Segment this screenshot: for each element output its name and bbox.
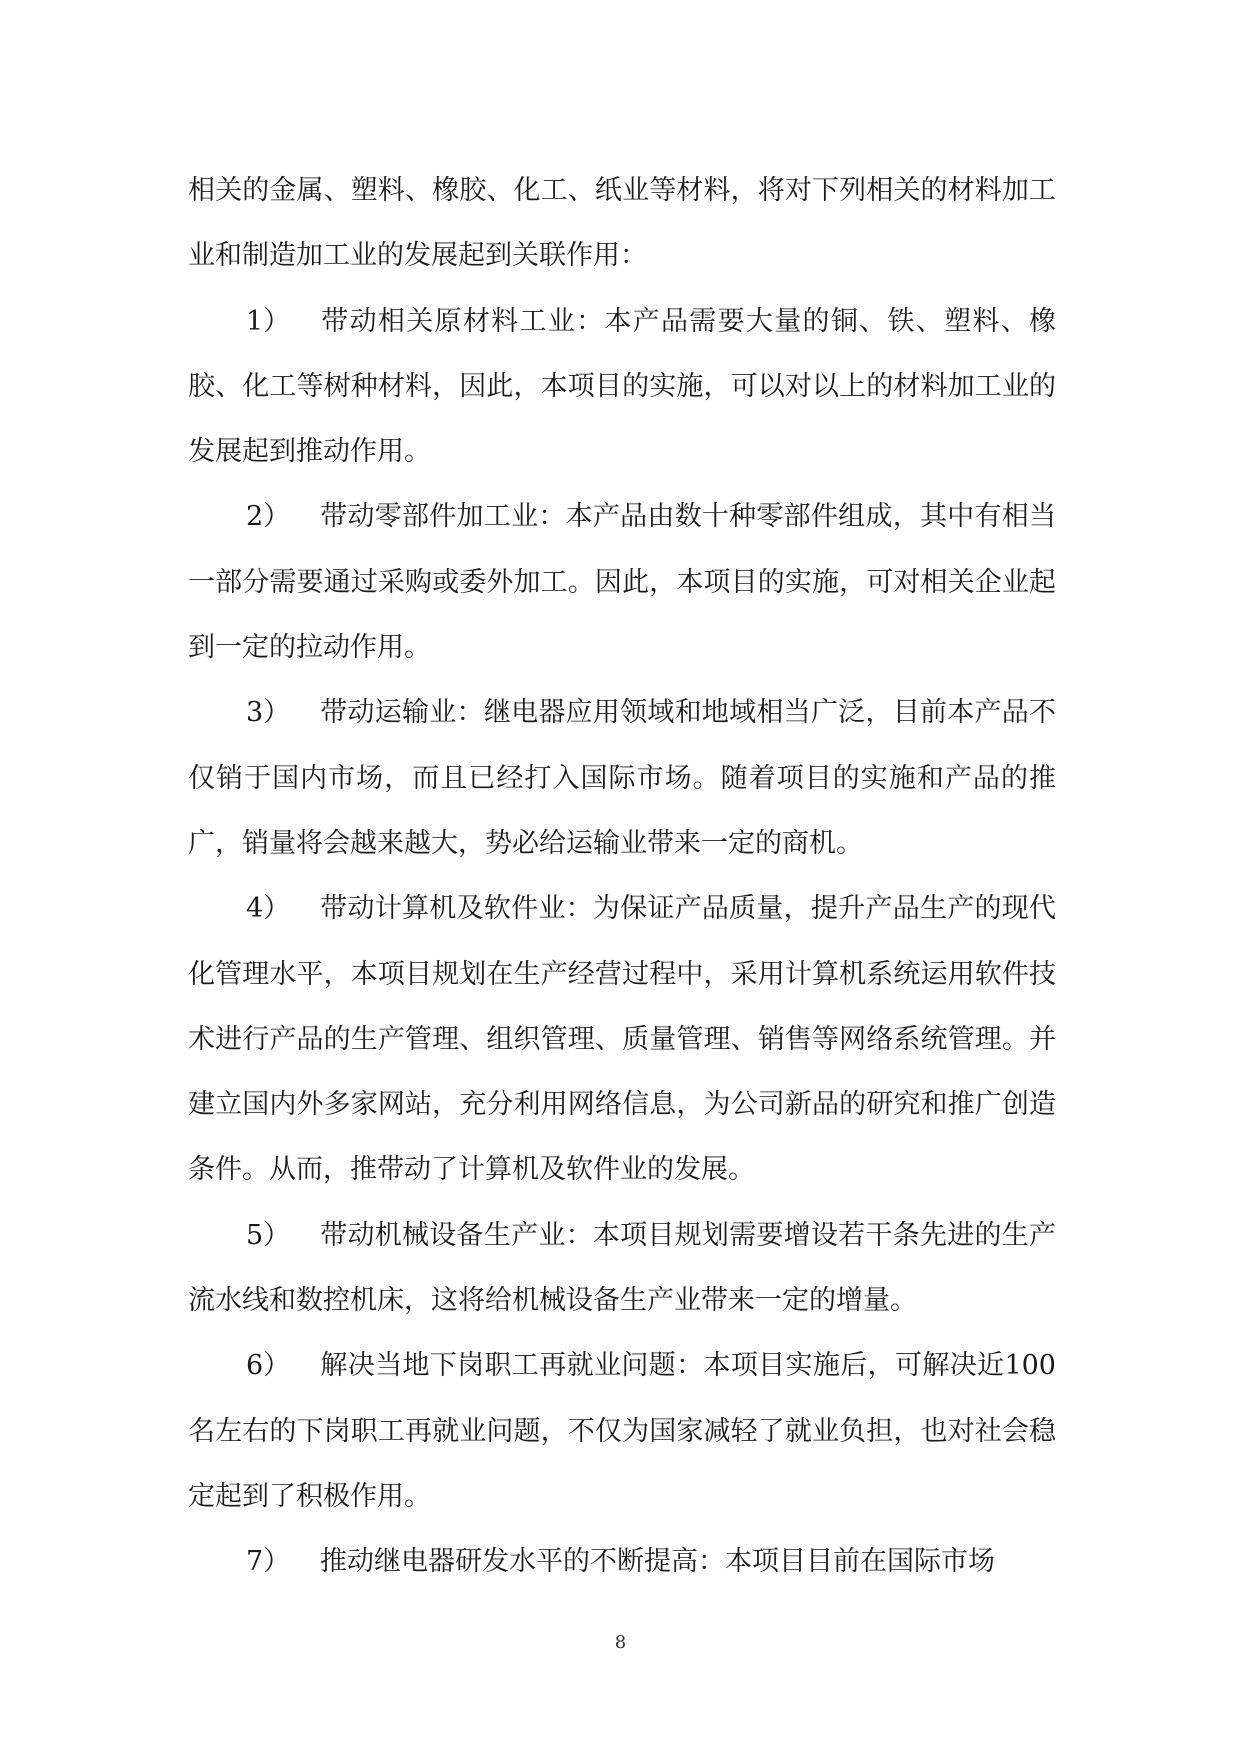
item-text: 带动运输业：继电器应用领域和地域相当广泛，目前本产品不仅销于国内市场，而且已经打入国际市场。随着项目的实施和产品的推广，销量将会越来越大，势必给运输业带来一定的商机。 [188, 697, 1056, 859]
item-number: 1） [246, 305, 291, 337]
list-item [188, 680, 1056, 876]
item-text: 带动机械设备生产业：本项目规划需要增设若干条先进的生产流水线和数控机床，这将给机械设备生产业带来一定的增量。 [188, 1219, 1056, 1317]
item-number: 3） [246, 697, 291, 729]
list-item [188, 289, 1056, 485]
item-number: 6） [246, 1350, 291, 1382]
page-number: 8 [614, 1632, 627, 1653]
list-item [188, 1529, 1056, 1594]
item-number: 7） [246, 1546, 291, 1578]
intro-paragraph: 相关的金属、塑料、橡胶、化工、纸业等材料，将对下列相关的材料加工业和制造加工业的发展起到关联作用： [188, 175, 1056, 272]
item-text: 带动计算机及软件业：为保证产品质量，提升产品生产的现代化管理水平，本项目规划在生产经营过程中，采用计算机系统运用软件技术进行产品的生产管理、组织管理、质量管理、销售等网络系统管理。并建立国内外多家网站，充分利用网络信息，为公司新品的研究和推广创造条件。从而，推带动了计算机及软件业的发展。 [188, 893, 1056, 1186]
item-number: 2） [246, 501, 291, 533]
item-number: 4） [246, 893, 291, 925]
document-body [188, 158, 1056, 1595]
list-item [188, 876, 1056, 1202]
item-text: 解决当地下岗职工再就业问题：本项目实施后，可解决近100名左右的下岗职工再就业问题，不仅为国家减轻了就业负担，也对社会稳定起到了积极作用。 [188, 1350, 1056, 1512]
list-item [188, 1333, 1056, 1529]
list-item [188, 1203, 1056, 1334]
list-item [188, 484, 1056, 680]
item-number: 5） [246, 1219, 291, 1251]
item-text: 推动继电器研发水平的不断提高：本项目目前在国际市场 [320, 1546, 995, 1578]
item-text: 带动零部件加工业：本产品由数十种零部件组成，其中有相当一部分需要通过采购或委外加工。因此，本项目的实施，可对相关企业起到一定的拉动作用。 [188, 501, 1056, 664]
item-text: 带动相关原材料工业：本产品需要大量的铜、铁、塑料、橡胶、化工等树种材料，因此，本项目的实施，可以对以上的材料加工业的发展起到推动作用。 [188, 305, 1056, 468]
